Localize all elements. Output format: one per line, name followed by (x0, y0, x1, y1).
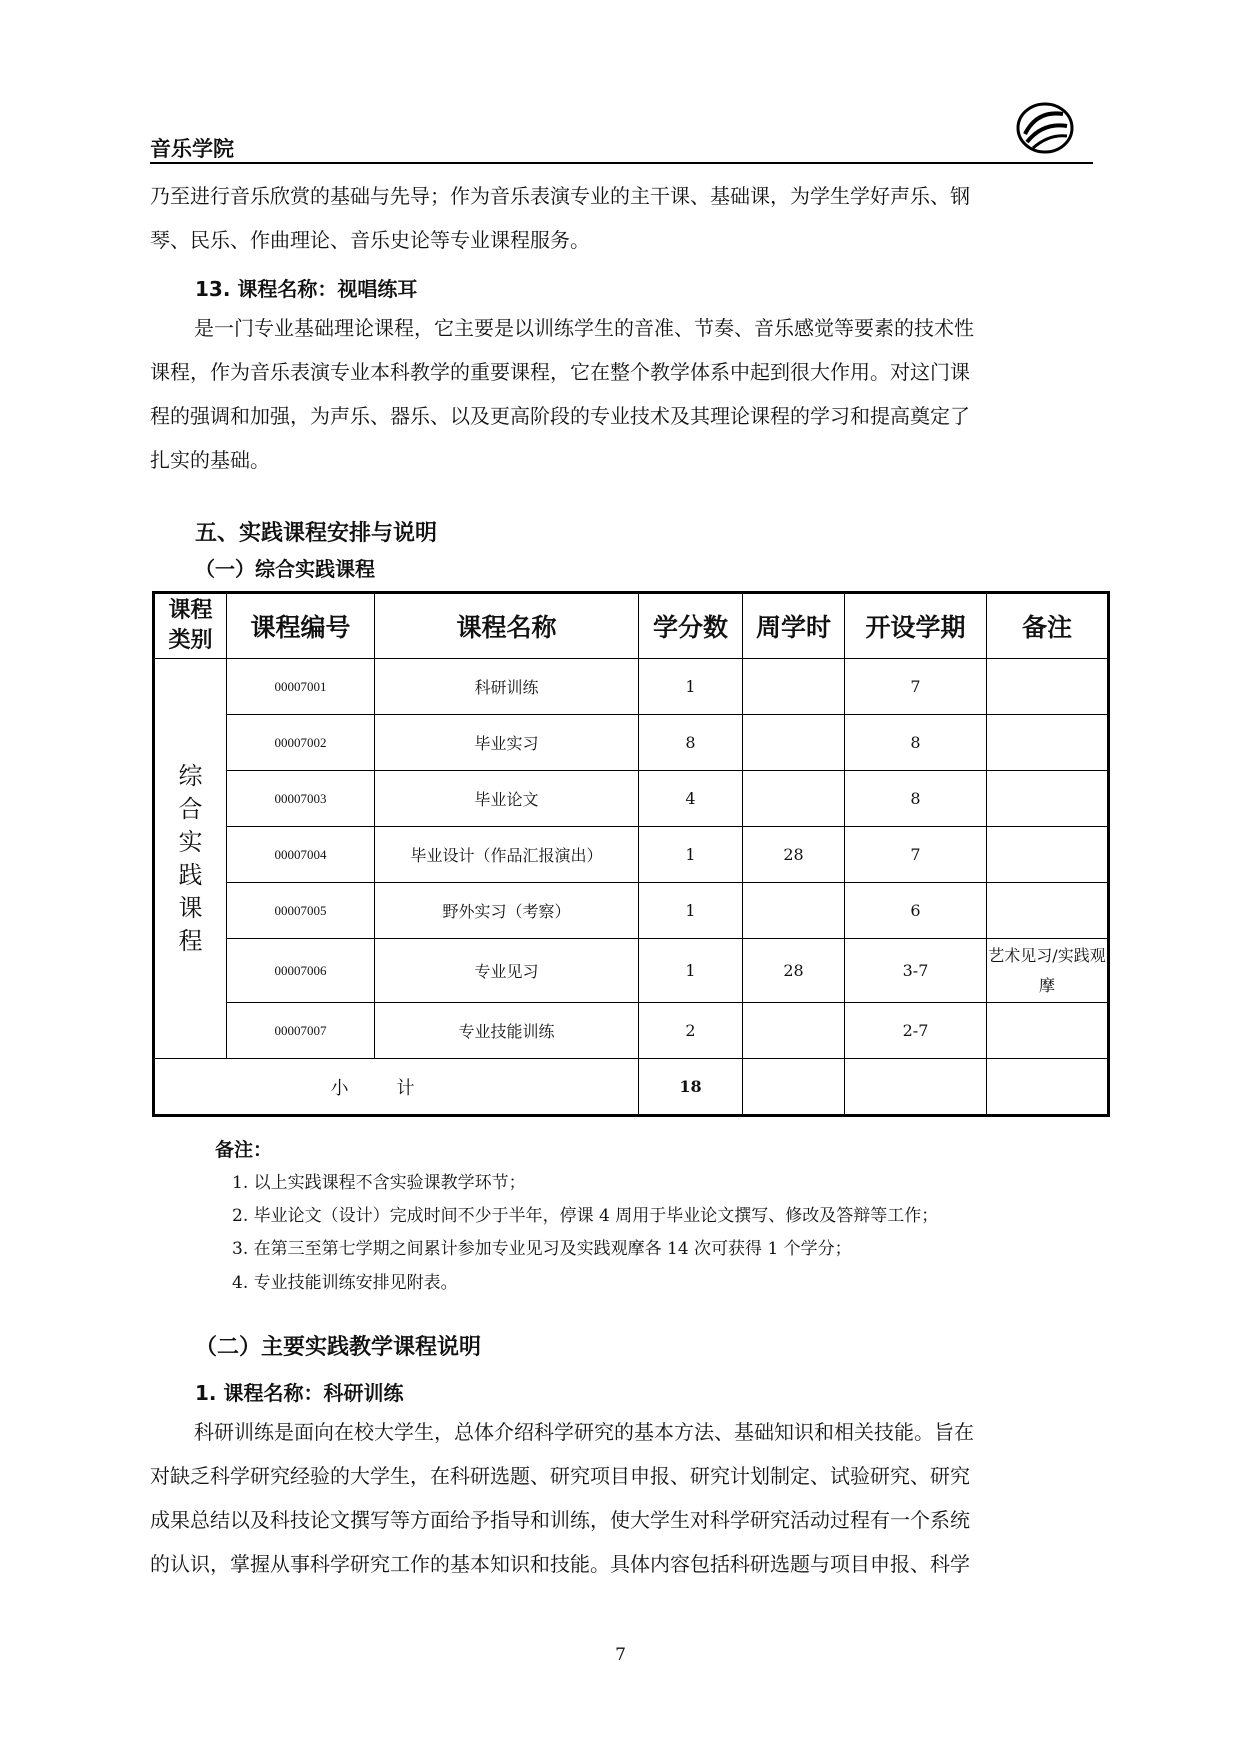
paragraph-line: 扎实的基础。 (150, 448, 270, 472)
table-row (154, 939, 1109, 1003)
header-category: 课程 类别 (154, 593, 227, 659)
course-code: 00007002 (227, 715, 375, 771)
category-cell: 综 合 实 践 课 程 (154, 659, 227, 1059)
paragraph-line: 琴、民乐、作曲理论、音乐史论等专业课程服务。 (150, 228, 590, 252)
paragraph-line: 程的强调和加强，为声乐、器乐、以及更高阶段的专业技术及其理论课程的学习和提高奠定了 (150, 404, 970, 428)
total-credits: 18 (639, 1059, 743, 1116)
table-row (154, 771, 1109, 827)
course13-heading: 13. 课程名称：视唱练耳 (195, 277, 418, 301)
paragraph-line: 成果总结以及科技论文撰写等方面给予指导和训练，使大学生对科学研究活动过程有一个系统 (150, 1508, 970, 1532)
course-name: 专业技能训练 (375, 1003, 639, 1059)
total-note (987, 1059, 1109, 1116)
paragraph-line: 乃至进行音乐欣赏的基础与先导；作为音乐表演专业的主干课、基础课，为学生学好声乐、钢 (150, 184, 970, 208)
practice-course-table (152, 591, 1110, 1117)
course-code: 00007007 (227, 1003, 375, 1059)
course-name: 野外实习（考察） (375, 883, 639, 939)
course1-heading: 1. 课程名称：科研训练 (195, 1381, 404, 1405)
course-credits: 2 (639, 1003, 743, 1059)
course-term: 6 (845, 883, 987, 939)
table-row (154, 883, 1109, 939)
table-row (154, 827, 1109, 883)
course-code: 00007001 (227, 659, 375, 715)
course-name: 毕业论文 (375, 771, 639, 827)
table-row (154, 1003, 1109, 1059)
course-name: 毕业实习 (375, 715, 639, 771)
course-credits: 1 (639, 827, 743, 883)
paragraph-line: 的认识，掌握从事科学研究工作的基本知识和技能。具体内容包括科研选题与项目申报、科学 (150, 1552, 970, 1576)
intro-paragraph (150, 174, 1093, 262)
header-note: 备注 (987, 593, 1109, 659)
course-name: 专业见习 (375, 939, 639, 1003)
course-term: 3-7 (845, 939, 987, 1003)
course-hours (743, 883, 845, 939)
course-term: 7 (845, 659, 987, 715)
course-term: 2-7 (845, 1003, 987, 1059)
header-name: 课程名称 (375, 593, 639, 659)
course-note (987, 771, 1109, 827)
course-credits: 4 (639, 771, 743, 827)
course-hours: 28 (743, 827, 845, 883)
course-hours (743, 771, 845, 827)
course-code: 00007005 (227, 883, 375, 939)
section5-subheading: （一）综合实践课程 (195, 557, 375, 581)
header-hours: 周学时 (743, 593, 845, 659)
total-hours (743, 1059, 845, 1116)
paragraph-line: 科研训练是面向在校大学生，总体介绍科学研究的基本方法、基础知识和相关技能。旨在 (194, 1420, 974, 1444)
course-hours (743, 715, 845, 771)
course-name: 毕业设计（作品汇报演出） (375, 827, 639, 883)
total-label: 小计 (154, 1059, 639, 1116)
course-credits: 8 (639, 715, 743, 771)
table-total-row (154, 1059, 1109, 1116)
course-hours (743, 1003, 845, 1059)
section5-2-heading: （二）主要实践教学课程说明 (195, 1335, 482, 1360)
course-note (987, 659, 1109, 715)
course-note (987, 715, 1109, 771)
course-credits: 1 (639, 883, 743, 939)
course-term: 8 (845, 771, 987, 827)
paragraph-line: 课程，作为音乐表演专业本科教学的重要课程，它在整个教学体系中起到很大作用。对这门课 (150, 360, 970, 384)
header-code: 课程编号 (227, 593, 375, 659)
page-number: 7 (615, 1645, 626, 1665)
table-header-row (154, 593, 1109, 659)
course1-paragraph (150, 1410, 1093, 1586)
notes-title: 备注： (215, 1139, 273, 1161)
course-code: 00007006 (227, 939, 375, 1003)
note-item: 3. 在第三至第七学期之间累计参加专业见习及实践观摩各 14 次可获得 1 个学分； (232, 1239, 852, 1259)
course-note (987, 1003, 1109, 1059)
section5-heading: 五、实践课程安排与说明 (195, 521, 438, 546)
table-row (154, 715, 1109, 771)
course-term: 8 (845, 715, 987, 771)
course-name: 科研训练 (375, 659, 639, 715)
paragraph-line: 是一门专业基础理论课程，它主要是以训练学生的音准、节奏、音乐感觉等要素的技术性 (194, 316, 974, 340)
course-hours (743, 659, 845, 715)
note-item: 1. 以上实践课程不含实验课教学环节； (232, 1173, 526, 1193)
course-term: 7 (845, 827, 987, 883)
paragraph-line: 对缺乏科学研究经验的大学生，在科研选题、研究项目申报、研究计划制定、试验研究、研究 (150, 1464, 970, 1488)
note-item: 4. 专业技能训练安排见附表。 (232, 1273, 458, 1293)
header-credits: 学分数 (639, 593, 743, 659)
course-note (987, 827, 1109, 883)
course-code: 00007003 (227, 771, 375, 827)
university-logo-icon (1015, 100, 1075, 156)
header-term: 开设学期 (845, 593, 987, 659)
course-code: 00007004 (227, 827, 375, 883)
course-note: 艺术见习/实践观摩 (987, 939, 1109, 1003)
course-hours: 28 (743, 939, 845, 1003)
course-note (987, 883, 1109, 939)
header-title: 音乐学院 (150, 137, 234, 161)
total-term (845, 1059, 987, 1116)
course-credits: 1 (639, 659, 743, 715)
course13-paragraph (150, 306, 1093, 482)
header-divider (150, 162, 1093, 164)
course-credits: 1 (639, 939, 743, 1003)
table-row (154, 659, 1109, 715)
note-item: 2. 毕业论文（设计）完成时间不少于半年，停课 4 周用于毕业论文撰写、修改及答辩等工作； (232, 1206, 939, 1226)
